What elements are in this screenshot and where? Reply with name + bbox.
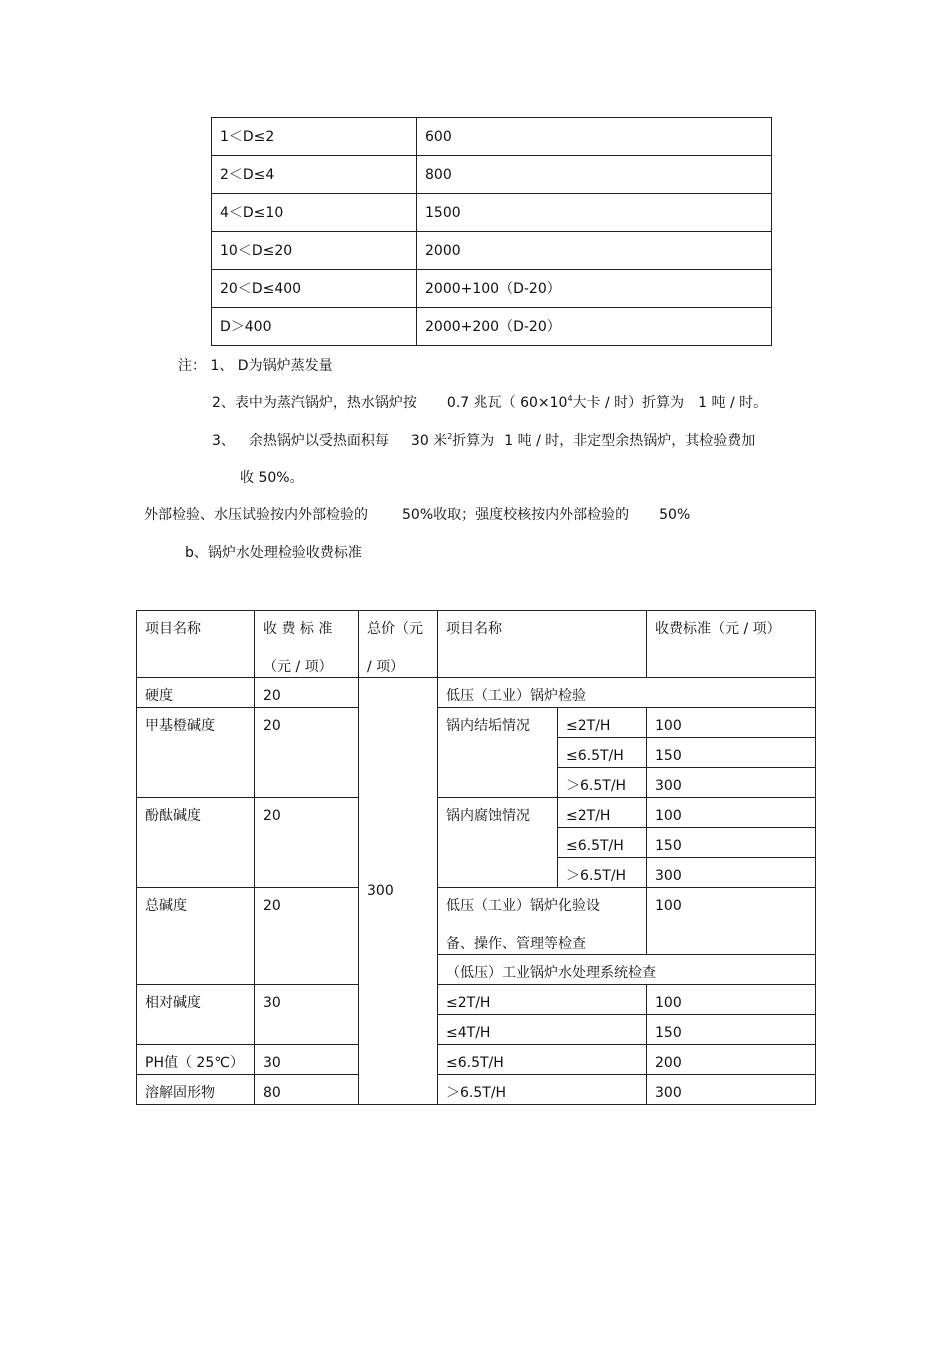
boiler-capacity-fee-table: [211, 117, 772, 346]
header-total-line1: 总价（元: [367, 621, 423, 637]
fee-value: 600: [417, 118, 772, 156]
capacity-condition: ＞6.5T/H: [558, 768, 647, 798]
lab-inspection-fee: 100: [647, 888, 816, 955]
condition-fee: 100: [647, 798, 816, 828]
capacity-condition: ≤2T/H: [438, 985, 647, 1015]
section-heading-water-treatment: b、锅炉水处理检验收费标准: [185, 545, 362, 561]
item-name: 硬度: [137, 678, 255, 708]
capacity-range: 20＜D≤400: [212, 270, 417, 308]
note-3-superscript: 2: [447, 432, 453, 441]
item-name: PH值（ 25℃）: [137, 1045, 255, 1075]
table-row: [212, 270, 772, 308]
note-prefix: 注：: [178, 358, 206, 374]
line4-part-c: 50%: [659, 507, 691, 523]
note-3-part-c: 30 米: [410, 433, 448, 449]
capacity-condition: ≤6.5T/H: [558, 738, 647, 768]
note-2: [212, 393, 767, 413]
lab-label-line2: 备、操作、管理等检查: [446, 936, 586, 952]
section-title-system-check: （低压）工业锅炉水处理系统检查: [438, 955, 816, 985]
condition-fee: 150: [647, 738, 816, 768]
item-fee: 20: [255, 678, 359, 708]
item-fee: 80: [255, 1075, 359, 1105]
lab-inspection-label: [438, 888, 647, 955]
water-treatment-fee-table: [136, 610, 816, 1105]
table-row: [137, 708, 816, 738]
condition-fee: 150: [647, 828, 816, 858]
table-row: [137, 888, 816, 922]
item-name: 总碱度: [137, 888, 255, 985]
item-name: 相对碱度: [137, 985, 255, 1045]
header-total-line2: / 项）: [367, 659, 405, 675]
note-3: [212, 431, 755, 451]
condition-fee: 300: [647, 1075, 816, 1105]
note-3-part-b: 余热锅炉以受热面积每: [248, 433, 389, 449]
capacity-condition: ≤2T/H: [558, 708, 647, 738]
capacity-range: 1＜D≤2: [212, 118, 417, 156]
header-fee-line2: （元 / 项）: [263, 659, 333, 675]
total-price: 300: [359, 678, 438, 1105]
capacity-range: D＞400: [212, 308, 417, 346]
line4-part-b: 50%收取；强度校核按内外部检验的: [402, 507, 630, 523]
item-fee: 20: [255, 708, 359, 798]
header-fee-right-label: 收费标准（元 / 项）: [655, 621, 781, 637]
condition-fee: 100: [647, 985, 816, 1015]
table-row: [137, 1075, 816, 1105]
note-2-part-a: 2、表中为蒸汽锅炉，热水锅炉按: [212, 395, 417, 411]
capacity-range: 10＜D≤20: [212, 232, 417, 270]
item-fee: 30: [255, 1045, 359, 1075]
condition-fee: 300: [647, 858, 816, 888]
capacity-condition: ≤6.5T/H: [438, 1045, 647, 1075]
note-2-part-b: 0.7 兆瓦（ 60×10: [446, 395, 568, 411]
section-title-inspection: 低压（工业）锅炉检验: [438, 678, 816, 708]
note-1-text: 1、 D为锅炉蒸发量: [210, 358, 333, 374]
corrosion-condition-label: 锅内腐蚀情况: [438, 798, 558, 888]
header-fee: [255, 611, 359, 678]
fee-value: 2000+200（D-20）: [417, 308, 772, 346]
lab-label-line1: 低压（工业）锅炉化验设: [446, 898, 600, 914]
header-item-name-2: [438, 611, 647, 678]
item-fee: 30: [255, 985, 359, 1045]
table-row: [137, 678, 816, 708]
capacity-condition: ≤4T/H: [438, 1015, 647, 1045]
condition-fee: 150: [647, 1015, 816, 1045]
header-total: [359, 611, 438, 678]
line4-part-a: 外部检验、水压试验按内外部检验的: [144, 507, 368, 523]
table-row: [137, 985, 816, 1015]
header-item-name-2-label: 项目名称: [446, 621, 502, 637]
note-2-part-c: 大卡 / 时）折算为: [572, 395, 685, 411]
table-row: [212, 308, 772, 346]
table-row: [137, 1045, 816, 1075]
header-item-name-label: 项目名称: [145, 621, 201, 637]
note-3-part-e: 1 吨 / 时，非定型余热锅炉，其检验费加: [504, 433, 756, 449]
capacity-condition: ≤6.5T/H: [558, 828, 647, 858]
item-name: 甲基橙碱度: [137, 708, 255, 798]
condition-fee: 100: [647, 708, 816, 738]
note-3-part-a: 3、: [212, 433, 235, 449]
capacity-range: 4＜D≤10: [212, 194, 417, 232]
note-3-continued: 收 50%。: [240, 470, 304, 486]
table-row: [212, 232, 772, 270]
table-row: [212, 118, 772, 156]
header-fee-right: [647, 611, 816, 678]
fee-value: 2000: [417, 232, 772, 270]
item-name: 溶解固形物: [137, 1075, 255, 1105]
scale-condition-label: 锅内结垢情况: [438, 708, 558, 798]
note-1: [178, 356, 333, 376]
table-row: [212, 156, 772, 194]
fee-value: 2000+100（D-20）: [417, 270, 772, 308]
external-inspection-note: [144, 505, 690, 525]
capacity-condition: ＞6.5T/H: [558, 858, 647, 888]
condition-fee: 200: [647, 1045, 816, 1075]
note-2-part-d: 1 吨 / 时。: [698, 395, 768, 411]
note-3-part-d: 折算为: [452, 433, 495, 449]
note-2-superscript: 4: [567, 394, 573, 403]
header-item-name: [137, 611, 255, 678]
item-name: 酚酞碱度: [137, 798, 255, 888]
fee-value: 1500: [417, 194, 772, 232]
item-fee: 20: [255, 798, 359, 888]
capacity-condition: ＞6.5T/H: [438, 1075, 647, 1105]
capacity-range: 2＜D≤4: [212, 156, 417, 194]
item-fee: 20: [255, 888, 359, 985]
table-row: [137, 798, 816, 828]
condition-fee: 300: [647, 768, 816, 798]
header-fee-line1: 收 费 标 准: [263, 621, 333, 637]
table-row: [212, 194, 772, 232]
fee-value: 800: [417, 156, 772, 194]
capacity-condition: ≤2T/H: [558, 798, 647, 828]
